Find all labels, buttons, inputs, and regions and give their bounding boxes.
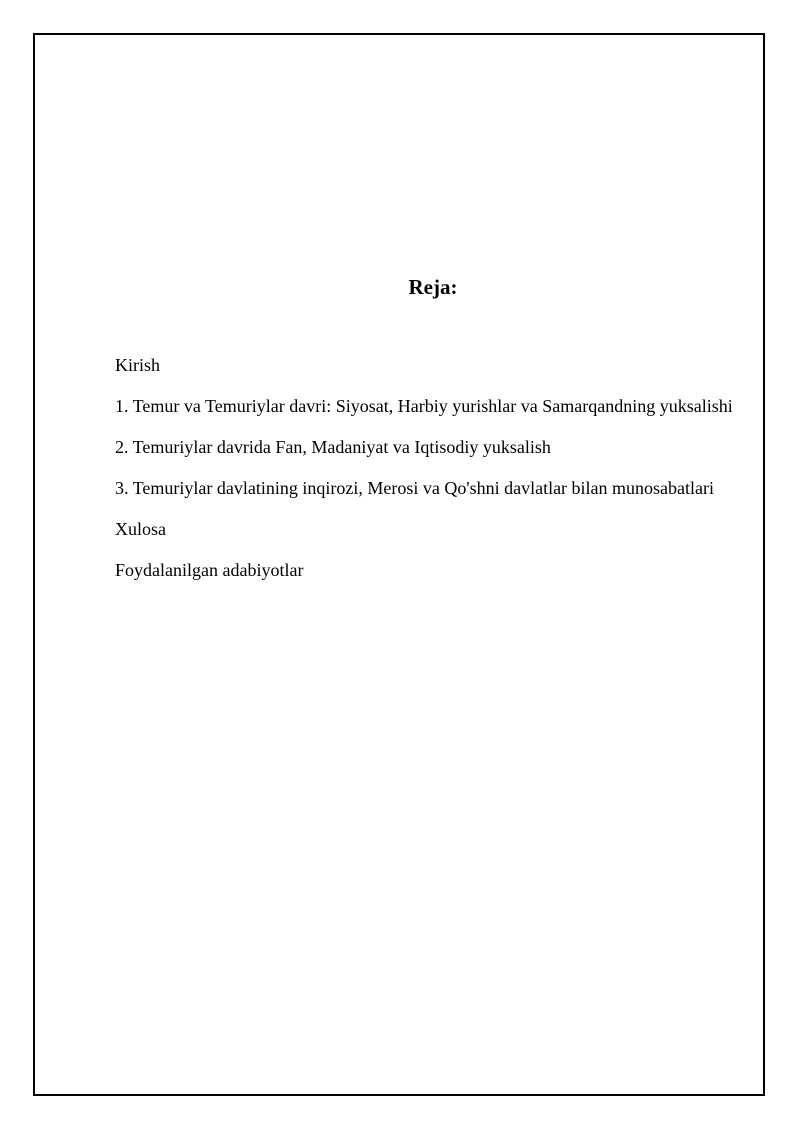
page-title: Reja:	[408, 275, 458, 299]
toc-item-introduction: Kirish	[115, 355, 160, 375]
table-of-contents	[115, 349, 755, 595]
toc-item-chapter-3: 3. Temuriylar davlatining inqirozi, Merosi va Qo'shni davlatlar bilan munosabatlari	[115, 478, 715, 498]
toc-item-chapter-1: 1. Temur va Temuriylar davri: Siyosat, Harbiy yurishlar va Samarqandning yuksalishi	[115, 396, 733, 416]
toc-item-conclusion: Xulosa	[115, 519, 166, 539]
toc-item-chapter-2: 2. Temuriylar davrida Fan, Madaniyat va Iqtisodiy yuksalish	[115, 437, 551, 457]
toc-item-references: Foydalanilgan adabiyotlar	[115, 560, 304, 580]
